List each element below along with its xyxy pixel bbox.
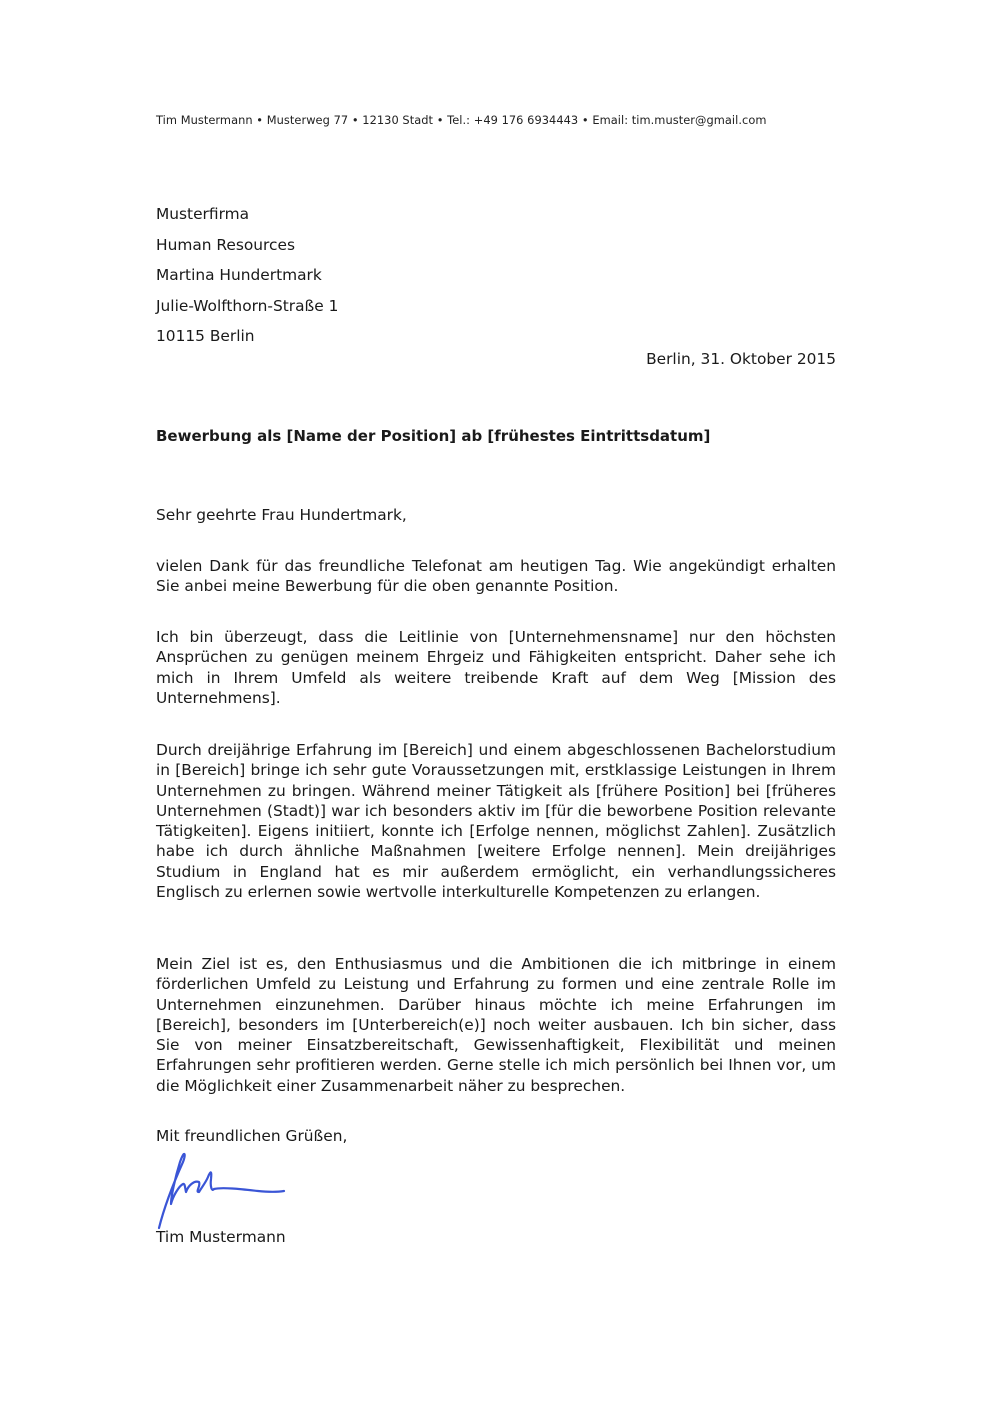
body-paragraph-3: Durch dreijährige Erfahrung im [Bereich] und einem abgeschlossenen Bachelorstudium in [Bereich] bringe ich sehr gute Voraussetzungen mit, erstklassige Leistungen in Ihrem Unternehmen zu bringen. Während meiner Tätigkeit als [frühere Position] bei [früheres Unternehmen (Stadt)] war ich besonders aktiv im [für die beworbene Position relevante Tätigkeiten]. Eigens initiiert, konnte ich [Erfolge nennen, möglichst Zahlen]. Zusätzlich habe ich durch ähnliche Maßnahmen [weitere Erfolge nennen]. Mein dreijähriges Studium in England hat es mir außerdem ermöglicht, ein verhandlungssicheres Englisch zu erlernen sowie wertvolle interkulturelle Kompetenzen zu erlangen.	[156, 741, 836, 902]
recipient-street: Julie-Wolfthorn-Straße 1	[156, 296, 339, 315]
signer-name: Tim Mustermann	[156, 1228, 286, 1246]
recipient-contact: Martina Hundertmark	[156, 266, 322, 284]
letter-date: Berlin, 31. Oktober 2015	[646, 350, 836, 368]
recipient-company: Musterfirma	[156, 205, 250, 223]
body-paragraph-4: Mein Ziel ist es, den Enthusiasmus und die Ambitionen die ich mitbringe in einem förderlichen Umfeld zu Leistung und Erfahrung zu formen und eine zentrale Rolle im Unternehmen einzunehmen. Darüber hinaus möchte ich meine Erfahrungen im [Bereich], besonders im [Unterbereich(e)] noch weiter ausbauen. Ich bin sicher, dass Sie von meiner Einsatzbereitschaft, Gewissenhaftigkeit, Flexibilität und meinen Erfahrungen sehr profitieren werden. Gerne stelle ich mich persönlich bei Ihnen vor, um die Möglichkeit einer Zusammenarbeit näher zu besprechen.	[156, 955, 836, 1095]
letter-subject: Bewerbung als [Name der Position] ab [frühestes Eintrittsdatum]	[156, 427, 711, 445]
recipient-city: 10115 Berlin	[156, 327, 255, 345]
salutation: Sehr geehrte Frau Hundertmark,	[156, 506, 407, 524]
sender-address-line: Tim Mustermann • Musterweg 77 • 12130 Stadt • Tel.: +49 176 6934443 • Email: tim.muster@gmail.com	[156, 113, 767, 127]
recipient-department: Human Resources	[156, 235, 295, 254]
body-paragraph-1: vielen Dank für das freundliche Telefonat am heutigen Tag. Wie angekündigt erhalten Sie anbei meine Bewerbung für die oben genannte Position.	[156, 557, 836, 596]
body-paragraph-2: Ich bin überzeugt, dass die Leitlinie von [Unternehmensname] nur den höchsten Ansprüchen zu genügen meinem Ehrgeiz und Fähigkeiten entspricht. Daher sehe ich mich in Ihrem Umfeld als weitere treibende Kraft auf dem Weg [Mission des Unternehmens].	[156, 628, 836, 707]
closing-phrase: Mit freundlichen Grüßen,	[156, 1127, 348, 1145]
handwritten-signature	[150, 1142, 300, 1237]
recipient-address-block	[156, 199, 338, 352]
